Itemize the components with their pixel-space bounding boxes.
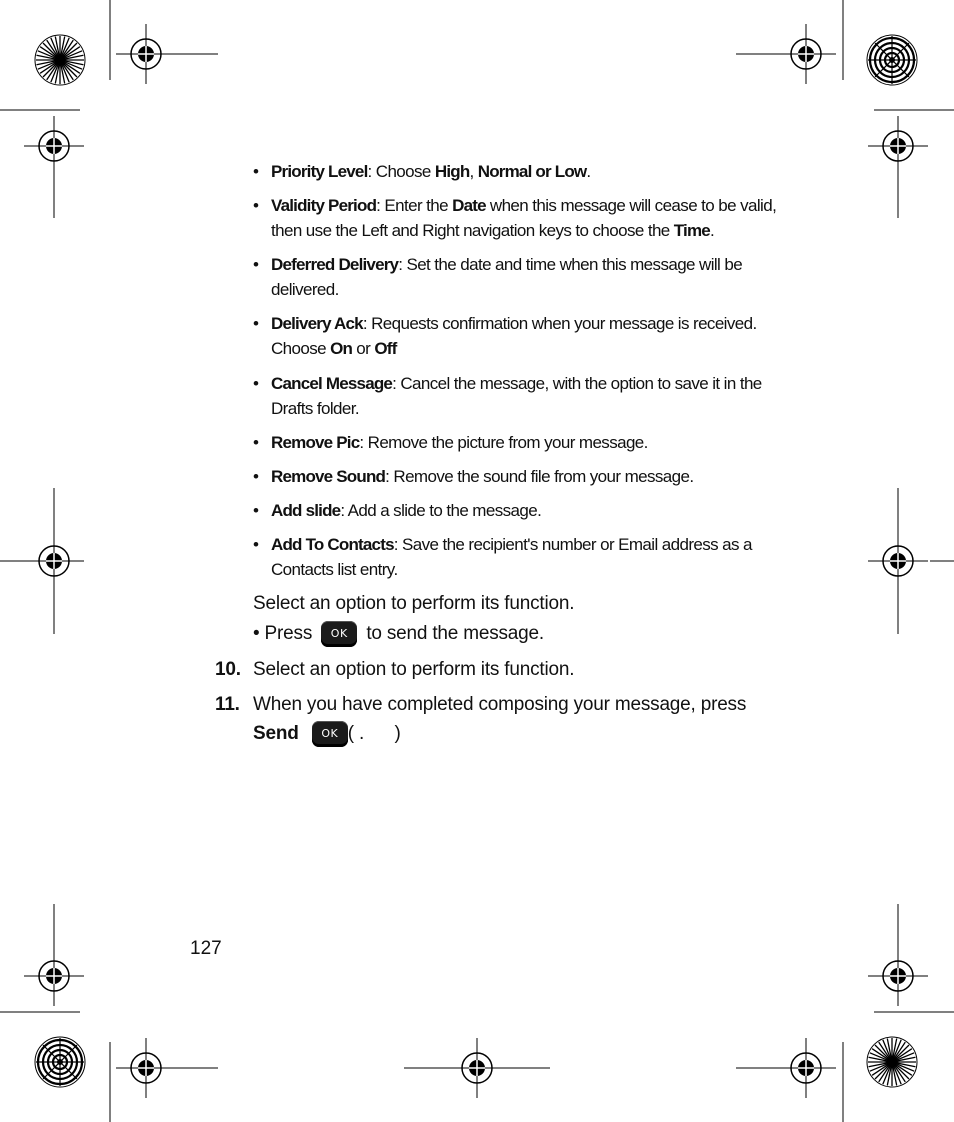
option-value: On [330,339,353,358]
step-text: Select an option to perform its function. [253,659,575,680]
option-text [271,193,793,243]
send-label: Send [253,723,299,744]
option-desc: when this message will cease to be valid, then use the Left and Right navigation keys to choose the [271,196,777,240]
bullet-dot: • [253,314,259,333]
option-text [271,311,793,361]
option-label: Deferred Delivery [271,255,399,274]
option-value: Off [374,339,397,358]
option-text [271,371,793,421]
option-text [271,430,793,455]
option-desc: : Save the recipient's number or Email address as a Contacts list entry. [271,535,752,579]
option-desc: : Choose [367,162,435,181]
option-label: Delivery Ack [271,314,363,333]
option-desc: , [469,162,478,181]
option-remove-pic [253,430,793,455]
option-label: Remove Pic [271,433,360,452]
option-label: Add slide [271,501,341,520]
step-10 [215,655,815,684]
option-validity-period [253,193,793,243]
option-add-slide [253,498,793,523]
option-text [271,498,793,523]
bullet-dot: • [253,255,259,274]
step-number: 11. [215,694,240,715]
option-desc: or [352,339,375,358]
option-label: Add To Contacts [271,535,394,554]
option-value: Normal or Low [477,162,587,181]
option-delivery-ack [253,311,793,361]
option-desc: : Remove the sound file from your message. [385,467,694,486]
bullet-dot: • [253,374,259,393]
option-priority-level [253,159,793,184]
option-value: High [434,162,470,181]
option-value: Time [673,221,710,240]
option-text [271,159,793,184]
ok-key-icon: OK [321,621,357,647]
step-text [253,690,815,748]
bullet-dot: • [253,162,259,181]
option-deferred-delivery [253,252,793,302]
bullet-dot: • [253,623,260,644]
option-desc: : Cancel the message, with the option to save it in the Drafts folder. [271,374,762,418]
send-text: to send the message. [366,623,544,644]
step-tail: ( . ) [347,723,401,744]
option-desc: : Set the date and time when this message will be delivered. [271,255,743,299]
option-label: Priority Level [271,162,368,181]
option-desc: : Add a slide to the message. [340,501,542,520]
bullet-dot: • [253,501,259,520]
option-desc: . [709,221,715,240]
bullet-dot: • [253,467,259,486]
bullet-dot: • [253,196,259,215]
option-desc: : Requests confirmation when your message is received. Choose [271,314,757,358]
bullet-dot: • [253,535,259,554]
bullet-dot: • [253,433,259,452]
option-desc: . [586,162,591,181]
option-remove-sound [253,464,793,489]
step-body: When you have completed composing your message, press [253,694,747,715]
step-11 [215,690,815,748]
select-option-instruction: Select an option to perform its function. [253,593,575,614]
step-number: 10. [215,659,241,680]
option-value: Date [452,196,486,215]
press-ok-instruction [253,620,813,648]
option-label: Validity Period [271,196,377,215]
option-label: Remove Sound [271,467,386,486]
ok-key-icon: OK [312,721,348,747]
option-text [271,464,793,489]
option-desc: : Enter the [376,196,453,215]
option-add-to-contacts [253,532,793,582]
option-desc: : Remove the picture from your message. [359,433,648,452]
option-text [271,252,793,302]
option-cancel-message [253,371,793,421]
option-text [271,532,793,582]
page-number: 127 [190,938,222,959]
option-label: Cancel Message [271,374,393,393]
press-text: Press [264,623,313,644]
